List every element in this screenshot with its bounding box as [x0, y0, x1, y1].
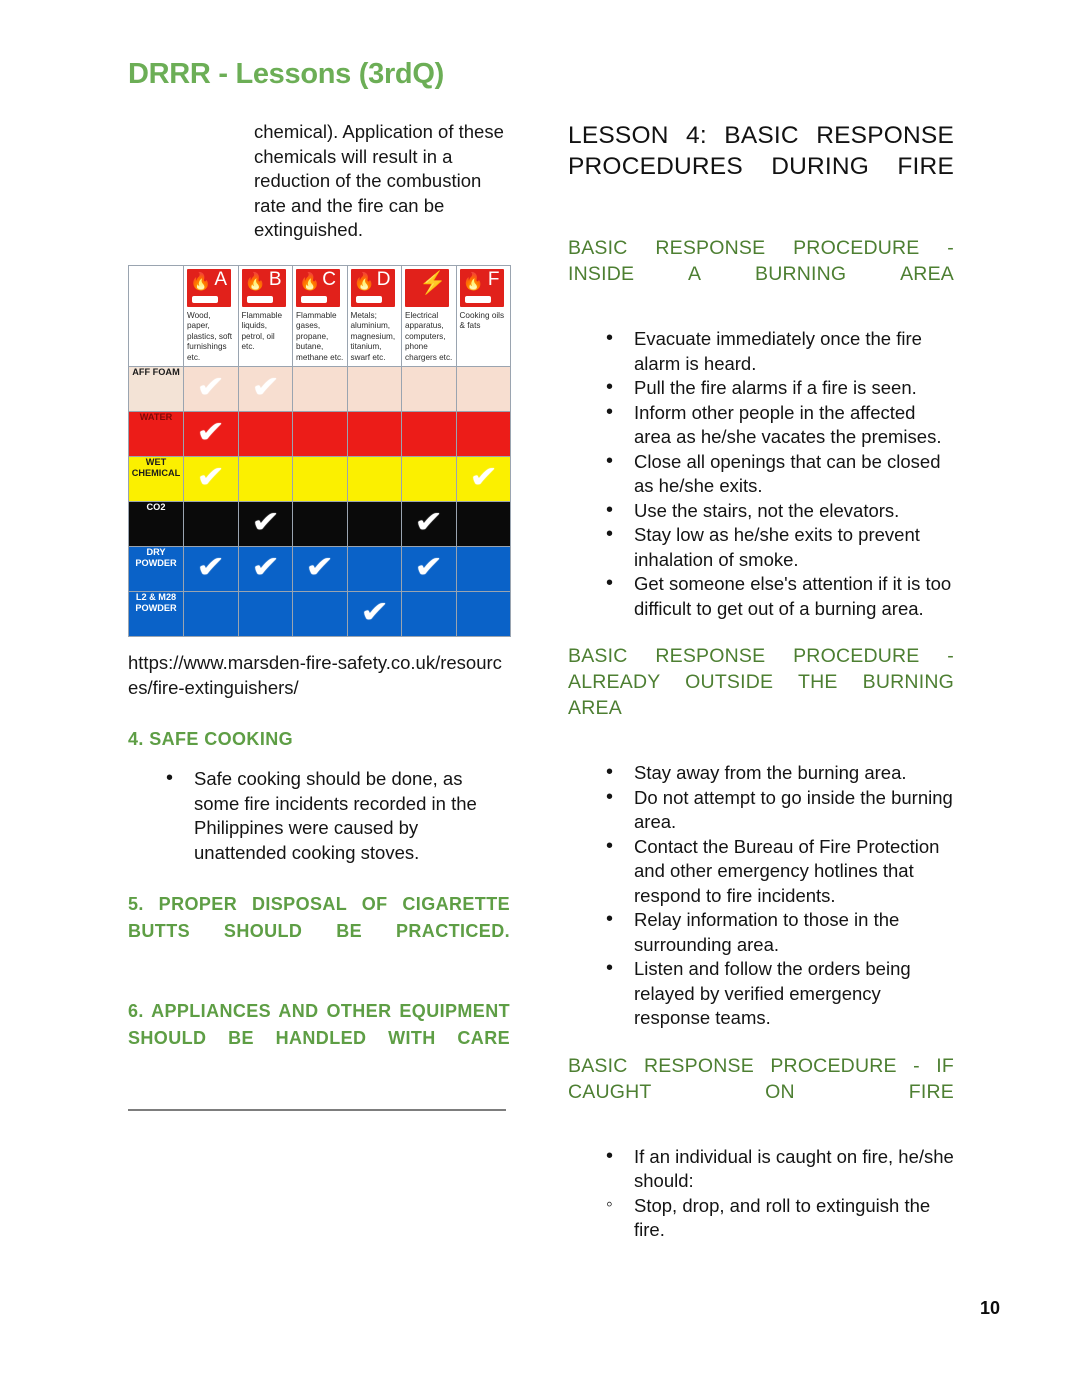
- cell-wet-d: [347, 457, 402, 502]
- cell-aff-foam-a: [184, 367, 239, 412]
- list-item: • Contact the Bureau of Fire Protection and other emergency hotlines that respond to fire incidents.: [634, 835, 954, 909]
- cell-dry-d: [347, 547, 402, 592]
- cell-wet-b: [238, 457, 293, 502]
- bullet-list-outside-burning-area: [568, 761, 954, 1031]
- list-item: • Stay away from the burning area.: [634, 761, 954, 786]
- cell-water-c: [293, 412, 348, 457]
- fire-class-c-icon: 🔥 C: [296, 269, 340, 307]
- cell-aff-foam-d: [347, 367, 402, 412]
- list-item: • Pull the fire alarms if a fire is seen.: [634, 376, 954, 401]
- check-icon: ✔: [196, 550, 226, 586]
- list-item: • Stay low as he/she exits to prevent inhalation of smoke.: [634, 523, 954, 572]
- section-divider: [128, 1109, 506, 1111]
- table-row: [129, 502, 511, 547]
- check-icon: ✔: [196, 370, 226, 406]
- list-item: • Evacuate immediately once the fire alarm is heard.: [634, 327, 954, 376]
- cell-l2-e: [402, 592, 457, 637]
- class-header-f: [456, 265, 511, 367]
- class-a-description: Wood, paper, plastics, soft furnishings etc.: [187, 310, 233, 362]
- class-electrical-description: Electrical apparatus, computers, phone chargers etc.: [405, 310, 453, 362]
- list-item: ◦ Stop, drop, and roll to extinguish the fire.: [634, 1194, 954, 1243]
- class-b-description: Flammable liquids, petrol, oil etc.: [241, 310, 282, 352]
- page-number: 10: [979, 1298, 1000, 1318]
- list-item: • Do not attempt to go inside the burning area.: [634, 786, 954, 835]
- cell-dry-f: [456, 547, 511, 592]
- section-heading-if-caught-on-fire: BASIC RESPONSE PROCEDURE - IF CAUGHT ON FIRE: [568, 1054, 954, 1103]
- cell-dry-e: [402, 547, 457, 592]
- badge-base: [192, 296, 218, 303]
- check-icon: ✔: [196, 415, 226, 451]
- check-icon: ✔: [250, 550, 280, 586]
- cell-water-d: [347, 412, 402, 457]
- cell-dry-b: [238, 547, 293, 592]
- class-c-description: Flammable gases, propane, butane, methane etc.: [296, 310, 344, 362]
- fire-extinguisher-table: [128, 265, 511, 638]
- section-6-heading: 6. APPLIANCES AND OTHER EQUIPMENT SHOULD BE HANDLED WITH CARE: [128, 1001, 510, 1049]
- fire-extinguisher-table-image: [128, 265, 511, 638]
- list-item: • Listen and follow the orders being relayed by verified emergency response teams.: [634, 957, 954, 1031]
- cell-water-b: [238, 412, 293, 457]
- class-f-description: Cooking oils & fats: [459, 310, 505, 331]
- flame-icon: 🔥: [299, 271, 321, 291]
- check-icon: ✔: [196, 460, 226, 496]
- continued-paragraph: chemical). Application of these chemicals will result in a reduction of the combustion rate and the fire can be extinguished.: [254, 121, 504, 240]
- class-header-electrical: [402, 265, 457, 367]
- section-4-bullet-list: [128, 767, 510, 865]
- cell-wet-e: [402, 457, 457, 502]
- left-column: [128, 120, 510, 1111]
- table-header-row: [129, 265, 511, 367]
- bullet-list-inside-burning-area: [568, 327, 954, 621]
- cell-dry-a: [184, 547, 239, 592]
- list-item: • If an individual is caught on fire, he/she should:: [634, 1145, 954, 1194]
- cell-l2-b: [238, 592, 293, 637]
- check-icon: ✔: [305, 550, 335, 586]
- cell-aff-foam-f: [456, 367, 511, 412]
- row-label-water: WATER: [129, 412, 184, 457]
- badge-base: [247, 296, 273, 303]
- flame-icon: 🔥: [244, 271, 266, 291]
- cell-aff-foam-e: [402, 367, 457, 412]
- row-label-dry-powder: DRY POWDER: [129, 547, 184, 592]
- cell-water-f: [456, 412, 511, 457]
- cell-dry-c: [293, 547, 348, 592]
- cell-l2-d: [347, 592, 402, 637]
- fire-class-d-icon: 🔥 D: [351, 269, 395, 307]
- cell-water-e: [402, 412, 457, 457]
- cell-l2-a: [184, 592, 239, 637]
- electrical-hazard-icon: [405, 269, 449, 307]
- table-row: [129, 457, 511, 502]
- class-header-b: [238, 265, 293, 367]
- cell-co2-f: [456, 502, 511, 547]
- fire-class-b-icon: 🔥 B: [242, 269, 286, 307]
- section-heading-outside-burning-area: BASIC RESPONSE PROCEDURE - ALREADY OUTSIDE THE BURNING AREA: [568, 645, 954, 719]
- badge-base: [301, 296, 327, 303]
- list-item: • Close all openings that can be closed as he/she exits.: [634, 450, 954, 499]
- section-5-heading: 5. PROPER DISPOSAL OF CIGARETTE BUTTS SHOULD BE PRACTICED.: [128, 894, 510, 942]
- check-icon: ✔: [250, 505, 280, 541]
- row-label-co2: CO2: [129, 502, 184, 547]
- check-icon: ✔: [414, 505, 444, 541]
- class-header-a: [184, 265, 239, 367]
- cell-l2-c: [293, 592, 348, 637]
- page-title: DRRR - Lessons (3rdQ): [128, 58, 444, 90]
- cell-wet-a: [184, 457, 239, 502]
- fire-class-f-icon: 🔥 F: [460, 269, 504, 307]
- source-url[interactable]: https://www.marsden-fire-safety.co.uk/resources/fire-extinguishers/: [128, 652, 502, 698]
- cell-co2-e: [402, 502, 457, 547]
- sub-bullet-list-if-caught-on-fire: [568, 1194, 954, 1243]
- cell-l2-f: [456, 592, 511, 637]
- table-row: [129, 592, 511, 637]
- badge-base: [356, 296, 382, 303]
- cell-water-a: [184, 412, 239, 457]
- list-item: • Relay information to those in the surrounding area.: [634, 908, 954, 957]
- list-item: • Get someone else's attention if it is too difficult to get out of a burning area.: [634, 572, 954, 621]
- list-item: • Safe cooking should be done, as some fire incidents recorded in the Philippines were caused by unattended cooking stoves.: [194, 767, 510, 865]
- check-icon: ✔: [468, 460, 498, 496]
- class-header-c: [293, 265, 348, 367]
- lesson-heading: LESSON 4: BASIC RESPONSE PROCEDURES DURING FIRE: [568, 122, 954, 180]
- row-label-aff-foam: AFF FOAM: [129, 367, 184, 412]
- header-corner-cell: [129, 265, 184, 367]
- cell-aff-foam-b: [238, 367, 293, 412]
- table-row: [129, 547, 511, 592]
- cell-wet-c: [293, 457, 348, 502]
- cell-aff-foam-c: [293, 367, 348, 412]
- list-item: • Inform other people in the affected area as he/she vacates the premises.: [634, 401, 954, 450]
- lightning-bolt-icon: ⚡: [419, 269, 447, 295]
- bullet-list-if-caught-on-fire: [568, 1145, 954, 1194]
- fire-class-a-icon: 🔥 A: [187, 269, 231, 307]
- list-item: • Use the stairs, not the elevators.: [634, 499, 954, 524]
- check-icon: ✔: [359, 595, 389, 631]
- row-label-l2-m28-powder: L2 & M28 POWDER: [129, 592, 184, 637]
- flame-icon: 🔥: [462, 271, 484, 291]
- flame-icon: 🔥: [190, 271, 212, 291]
- check-icon: ✔: [250, 370, 280, 406]
- class-header-d: [347, 265, 402, 367]
- section-heading-inside-burning-area: BASIC RESPONSE PROCEDURE - INSIDE A BURNING AREA: [568, 237, 954, 285]
- row-label-wet-chemical: WET CHEMICAL: [129, 457, 184, 502]
- cell-wet-f: [456, 457, 511, 502]
- cell-co2-d: [347, 502, 402, 547]
- table-row: [129, 412, 511, 457]
- table-row: [129, 367, 511, 412]
- check-icon: ✔: [414, 550, 444, 586]
- section-4-heading: 4. SAFE COOKING: [128, 729, 294, 750]
- cell-co2-b: [238, 502, 293, 547]
- right-column: [568, 120, 954, 1243]
- badge-base: [465, 296, 491, 303]
- cell-co2-c: [293, 502, 348, 547]
- cell-co2-a: [184, 502, 239, 547]
- class-d-description: Metals; aluminium, magnesium, titanium, swarf etc.: [350, 310, 396, 362]
- flame-icon: 🔥: [353, 271, 375, 291]
